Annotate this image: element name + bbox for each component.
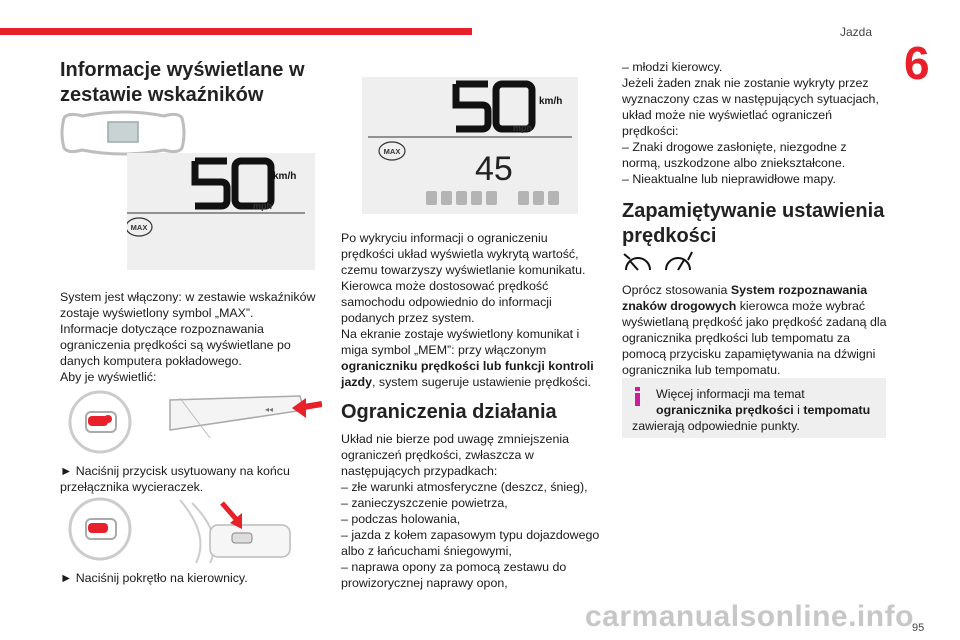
paragraph: Aby je wyświetlić: [60,370,157,384]
list-item: – jazda z kołem zapasowym typu dojazdowego albo z łańcuchami śniegowymi, [341,528,600,558]
column-1-text [60,289,322,385]
instruction-step-2: ► Naciśnij pokrętło na kierownicy. [60,571,248,585]
paragraph: Jeżeli żaden znak nie zostanie wykryty przez wyznaczony czas w następujących sytuacjach, układ może nie wyświetlać ograniczeń prędkości: [622,76,879,138]
list-item: – zanieczyszczenie powietrza, [341,496,508,510]
paragraph: Oprócz stosowania System rozpoznawania znaków drogowych kierowca może wybrać wyświetlaną prędkość jako prędkość zadaną dla ogranicznika prędkości lub tempomatu za pomocą przycisku zapamiętywania na dźwigni ogranicznika lub tempomatu. [622,283,887,377]
cluster-thumbnail-icon [58,110,188,156]
unit-kmh: km/h [539,96,563,107]
list-item: – podczas holowania, [341,512,461,526]
paragraph: Informacje dotyczące rozpoznawania ograniczenia prędkości są wyświetlane po danych komputera pokładowego. [60,322,291,368]
section-title-display: Informacje wyświetlane w zestawie wskaźników [60,59,305,106]
list-item: – złe warunki atmosferyczne (deszcz, śnieg), [341,480,588,494]
list-item: – Znaki drogowe zasłonięte, niezgodne z normą, uszkodzone albo zniekształcone. [622,140,847,170]
unit-mph: mph [253,201,272,211]
blurred-message-text [426,191,559,205]
page-number: 95 [912,622,925,634]
instruction-step-1: ► Naciśnij przycisk usytuowany na końcu przełącznika wycieraczek. [60,464,290,494]
column-2-text [341,230,603,591]
paragraph: Kierowca może dostosować prędkość samochodu odpowiednio do informacji podanych przez system. [341,279,552,325]
section-title-speed-memory: Zapamiętywanie ustawienia prędkości [622,200,885,247]
red-arrow-icon [222,503,236,519]
column-3-text [622,59,888,249]
max-label: MAX [383,147,401,156]
paragraph: Po wykryciu informacji o ograniczeniu prędkości układ wyświetla wykrytą wartość, czemu towarzyszy wyświetlanie komunikatu. [341,231,586,277]
column-1-step1 [60,463,322,495]
cruise-control-icon [666,252,692,270]
info-box [622,378,886,438]
info-text-cont: zawierają odpowiednie punkty. [632,419,800,433]
column-3-para [622,282,888,378]
set-speed-value: 45 [475,150,513,188]
speed-limiter-icon [624,254,650,270]
section-title-limitations: Ograniczenia działania [341,401,557,423]
paragraph: System jest włączony: w zestawie wskaźników zostaje wyświetlony symbol „MAX”. [60,290,316,320]
speedometer-icons [622,250,698,276]
chapter-number: 6 [904,37,930,89]
unit-kmh: km/h [273,171,297,182]
paragraph: Układ nie bierze pod uwagę zmniejszenia ograniczeń prędkości, zwłaszcza w następujących przypadkach: [341,432,569,478]
column-1-step2 [60,570,322,586]
wiper-stalk-figure [60,388,322,456]
header-red-bar [0,28,472,35]
cluster-display-figure-1 [127,153,315,270]
list-item: – naprawa opony za pomocą zestawu do prowizorycznej naprawy opon, [341,560,567,590]
steering-wheel-figure [60,495,322,563]
svg-text:◂◂: ◂◂ [265,405,274,414]
info-text: Więcej informacji ma temat ogranicznika prędkości i tempomatu [656,387,871,417]
list-item: – młodzi kierowcy. [622,60,723,74]
unit-mph: mph [513,123,532,133]
paragraph: Na ekranie zostaje wyświetlony komunikat i miga symbol „MEM”: przy włączonym ograniczniku prędkości lub funkcji kontroli jazdy, system sugeruje ustawienie prędkości. [341,327,594,389]
cluster-display-figure-2 [362,77,578,214]
watermark: carmanualsonline.info [585,600,914,633]
speed-digits-50 [195,161,271,206]
info-icon [630,386,646,406]
list-item: – Nieaktualne lub nieprawidłowe mapy. [622,172,836,186]
section-label: Jazda [840,25,873,39]
column-1 [60,58,322,108]
max-label: MAX [130,223,148,232]
